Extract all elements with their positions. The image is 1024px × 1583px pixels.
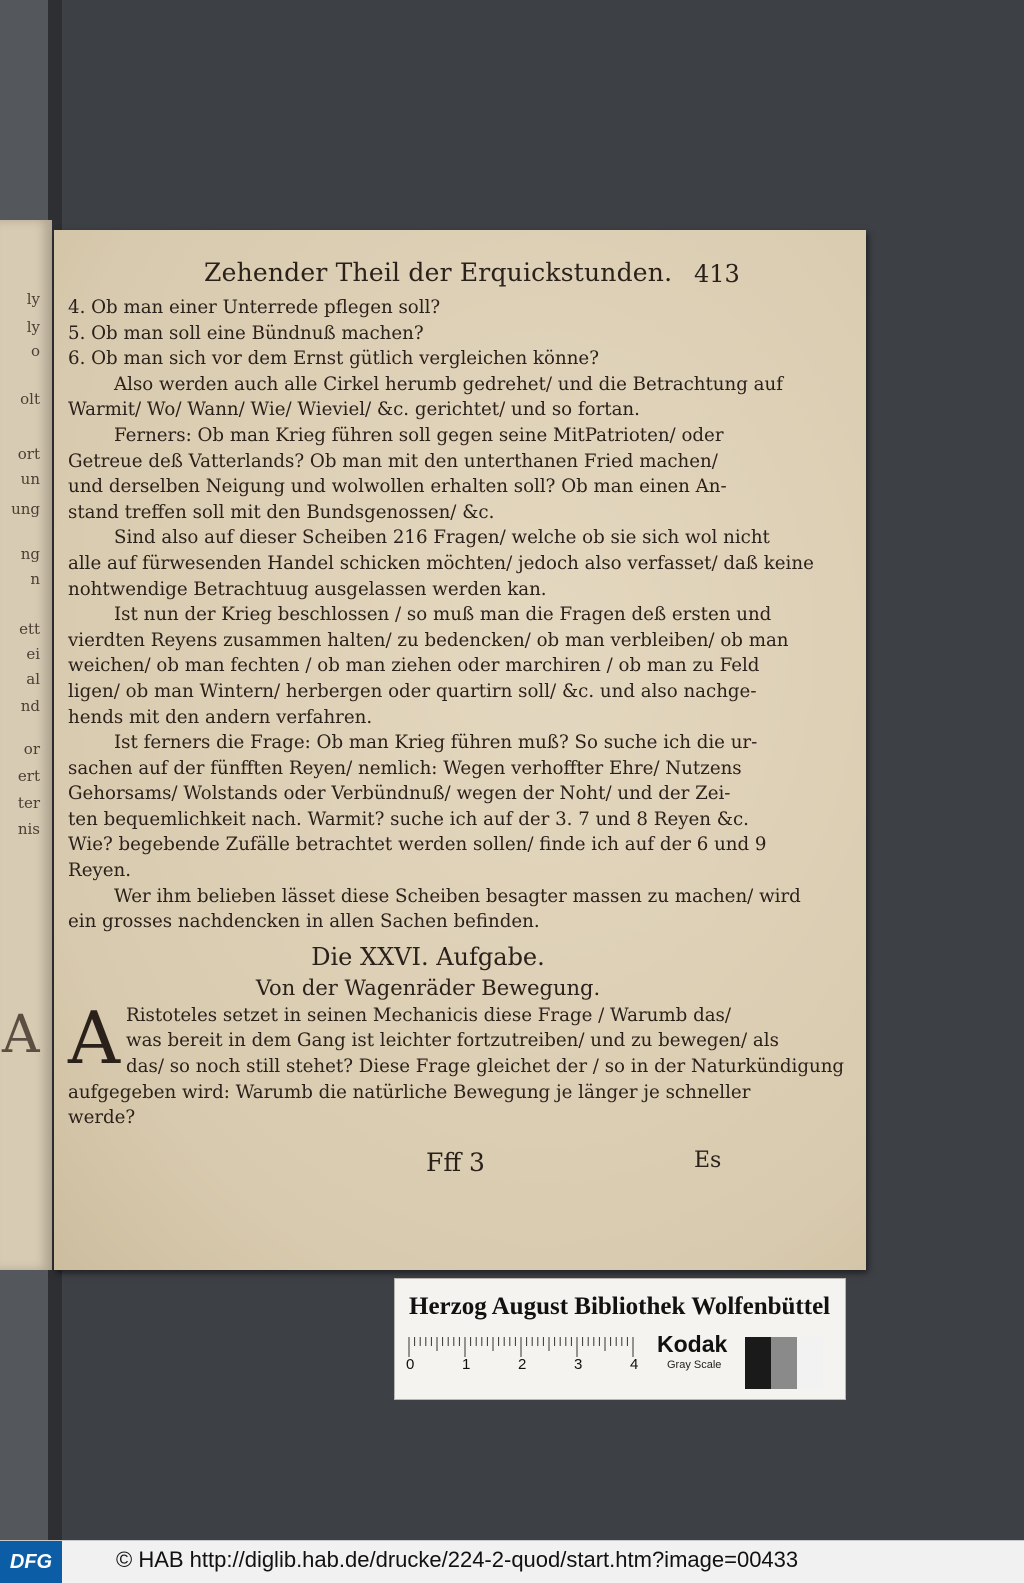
running-head: Zehender Theil der Erquickstunden. (204, 258, 673, 287)
previous-page-initial: A (2, 1005, 40, 1065)
previous-page-fragment: nd (20, 697, 40, 715)
text-line: Wer ihm belieben lässet diese Scheiben besagter massen zu machen/ wird (114, 885, 801, 907)
text-line: vierdten Reyens zusammen halten/ zu bedencken/ ob man verbleiben/ ob man (68, 629, 789, 651)
previous-page-fragment: nis (17, 820, 40, 838)
previous-page-fragment: or (23, 740, 40, 758)
text-line: Gehorsams/ Wolstands oder Verbündnuß/ wegen der Noht/ und der Zei- (68, 783, 731, 805)
gray-patch (771, 1337, 797, 1389)
text-line: Ist nun der Krieg beschlossen / so muß man die Fragen deß ersten und (114, 604, 772, 626)
text-line: Also werden auch alle Cirkel herumb gedrehet/ und die Betrachtung auf (114, 373, 783, 395)
previous-page-fragment: ort (17, 445, 40, 463)
copyright-url[interactable]: © HAB http://diglib.hab.de/drucke/224-2-quod/start.htm?image=00433 (116, 1547, 799, 1572)
kodak-subtitle: Gray Scale (667, 1359, 722, 1371)
text-line: Ist ferners die Frage: Ob man Krieg führen muß? So suche ich die ur- (114, 732, 758, 754)
kodak-logo: Kodak (657, 1331, 728, 1357)
library-color-card (394, 1278, 846, 1400)
text-line: aufgegeben wird: Warumb die natürliche Bewegung je länger je schneller (68, 1081, 751, 1103)
drop-cap: A (68, 995, 120, 1080)
gray-scale-patches (745, 1337, 823, 1389)
text-line: weichen/ ob man fechten / ob man ziehen oder marchiren / ob man zu Feld (68, 655, 760, 677)
text-line: nohtwendige Betrachtuug ausgelassen werden kan. (68, 578, 547, 600)
text-line: Ferners: Ob man Krieg führen soll gegen seine MitPatrioten/ oder (114, 424, 724, 446)
gray-patch (745, 1337, 771, 1389)
text-line: ein grosses nachdencken in allen Sachen befinden. (68, 911, 540, 933)
section-subtitle: Von der Wagenräder Bewegung. (255, 975, 601, 1000)
text-line: Ristoteles setzet in seinen Mechanicis diese Frage / Warumb das/ (126, 1004, 732, 1026)
previous-page-fragment: ter (17, 794, 40, 812)
text-line: stand treffen soll mit den Bundsgenossen/ &c. (68, 501, 495, 523)
text-line: alle auf fürwesenden Handel schicken möchten/ jedoch also verfasset/ daß keine (68, 552, 814, 574)
text-line: hends mit den andern verfahren. (68, 706, 373, 728)
body-lines (68, 295, 814, 935)
ruler-number: 3 (574, 1356, 583, 1373)
previous-page-fragment: ett (19, 620, 40, 638)
previous-page-edge (0, 220, 52, 1270)
text-line: Reyen. (68, 860, 131, 882)
ruler-number: 1 (462, 1356, 471, 1373)
text-line: werde? (68, 1107, 136, 1129)
previous-page-fragment: ly (26, 290, 40, 308)
text-line: ligen/ ob man Wintern/ herbergen oder quartirn soll/ &c. und also nachge- (68, 680, 757, 702)
signature-mark: Fff 3 (426, 1148, 485, 1177)
dfg-logo: DFG (0, 1541, 62, 1583)
ruler-number: 2 (518, 1356, 527, 1373)
text-line: ten bequemlichkeit nach. Warmit? suche ich auf der 3. 7 und 8 Reyen &c. (68, 808, 749, 830)
previous-page-fragment: ly (26, 318, 40, 336)
final-paragraph-lines (68, 995, 845, 1131)
previous-page-fragment: n (30, 570, 40, 588)
gray-patch (797, 1337, 823, 1389)
previous-page-fragment: un (20, 470, 40, 488)
catchword: Es (694, 1148, 722, 1173)
final-paragraph (68, 995, 845, 1131)
previous-page-fragment: ei (26, 645, 40, 663)
ruler-number: 4 (630, 1356, 639, 1373)
text-line: was bereit in dem Gang ist leichter fortzutreiben/ und zu bewegen/ als (126, 1030, 779, 1052)
text-line: 4. Ob man einer Unterrede pflegen soll? (68, 297, 441, 318)
text-line: Getreue deß Vatterlands? Ob man mit den unterthanen Fried machen/ (68, 450, 718, 472)
text-line: 6. Ob man sich vor dem Ernst gütlich vergleichen könne? (68, 348, 599, 370)
text-line: das/ so noch still stehet? Diese Frage gleichet der / so in der Naturkündigung (126, 1056, 845, 1078)
page-body (68, 295, 845, 1131)
section-title: Die XXVI. Aufgabe. (311, 942, 545, 971)
previous-page-fragment: olt (20, 390, 40, 408)
card-title: Herzog August Bibliothek Wolfenbüttel (409, 1293, 831, 1320)
ruler-number: 0 (406, 1356, 415, 1373)
text-line: und derselben Neigung und wolwollen erhalten soll? Ob man einen An- (68, 476, 727, 498)
previous-page-fragment: ert (17, 767, 40, 785)
footer-bar (0, 1540, 1024, 1583)
text-line: Warmit/ Wo/ Wann/ Wie/ Wieviel/ &c. gerichtet/ und so fortan. (68, 399, 640, 421)
previous-page-fragment: al (26, 670, 40, 688)
page-number: 413 (694, 260, 740, 288)
previous-page-fragment: ung (11, 500, 40, 518)
scale-ruler (405, 1335, 645, 1371)
book-page (54, 230, 866, 1270)
previous-page-fragment: o (30, 342, 40, 360)
previous-page-fragment: ng (20, 545, 40, 563)
text-line: Sind also auf dieser Scheiben 216 Fragen/ welche ob sie sich wol nicht (114, 527, 770, 549)
text-line: Wie? begebende Zufälle betrachtet werden sollen/ finde ich auf der 6 und 9 (68, 834, 767, 856)
text-line: 5. Ob man soll eine Bündnuß machen? (68, 322, 424, 344)
text-line: sachen auf der fünfften Reyen/ nemlich: Wegen verhoffter Ehre/ Nutzens (68, 757, 742, 779)
